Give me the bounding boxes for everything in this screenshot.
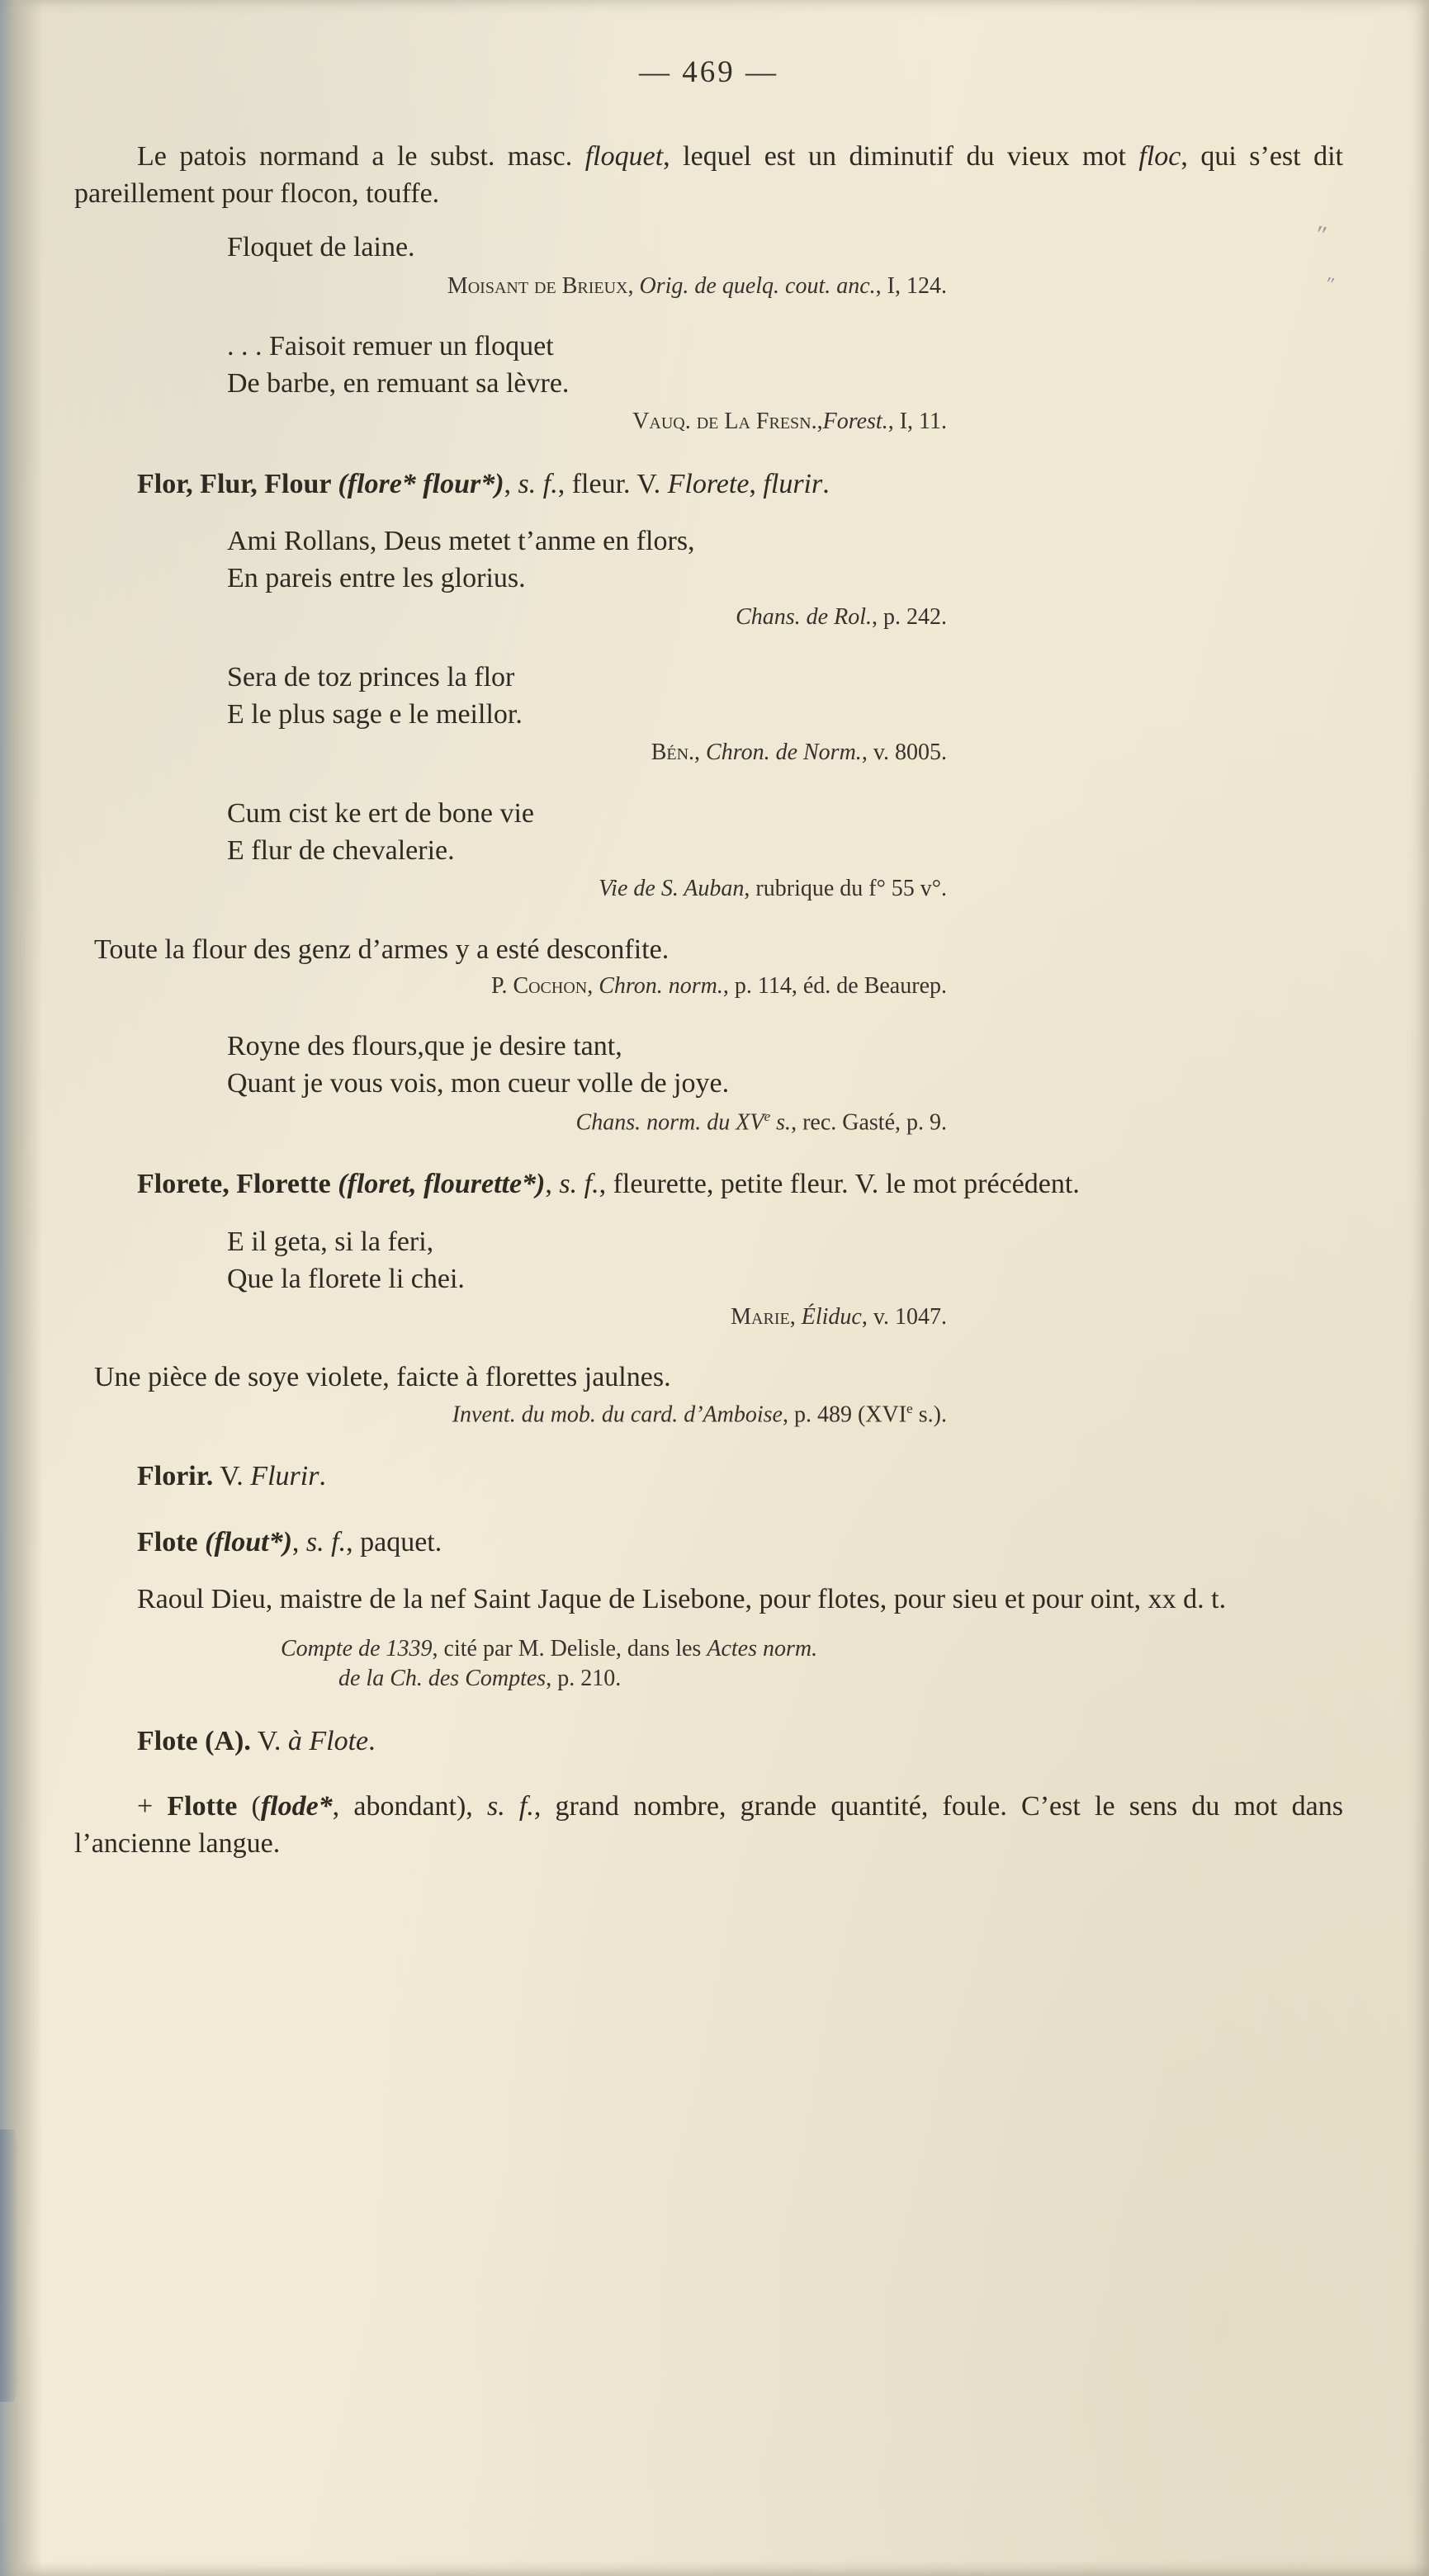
text-run: Chron. norm. <box>599 972 723 999</box>
text-run: (flout*) <box>205 1526 292 1557</box>
text-run: Flor, Flur, Flour <box>137 468 338 499</box>
text-run: Invent. du mob. du card. d’Amboise <box>452 1401 783 1427</box>
text-run: Compte de 1339 <box>281 1635 433 1661</box>
verse-line <box>227 832 1343 869</box>
verse-line <box>227 1260 1343 1297</box>
text-run: . <box>368 1725 376 1756</box>
text-run: , lequel est un diminutif du vieux mot <box>663 141 1139 172</box>
citation-moisant <box>74 272 947 301</box>
text-run: Chans. de Rol. <box>736 603 872 630</box>
entry-florete <box>74 1165 1343 1203</box>
citation-chanson-roland <box>74 603 947 632</box>
ink-mark: ″ <box>1323 273 1337 296</box>
text-run: , rubrique du f° 55 v°. <box>744 876 947 902</box>
text-run: . <box>319 1461 326 1492</box>
text-run: Flurir <box>250 1461 319 1492</box>
text-run: , p. 489 (XVI <box>782 1401 907 1427</box>
text-run: , <box>545 1169 560 1200</box>
text-run: Quant je vous vois, mon cueur volle de joye. <box>227 1068 730 1099</box>
text-run: s. <box>770 1108 792 1135</box>
text-run: s.). <box>912 1401 947 1427</box>
text-run: Florete, Florette <box>137 1169 338 1200</box>
quote-raoul-dieu <box>74 1581 1343 1618</box>
text-run: P. Cochon <box>490 972 588 999</box>
text-run: , <box>504 468 518 499</box>
text-run: Le patois normand a le subst. masc. <box>137 141 585 172</box>
text-run: , <box>587 972 599 999</box>
text-run: Ami Rollans, Deus metet t’anme en flors, <box>227 526 695 557</box>
text-run: , <box>749 468 764 499</box>
quote-royne-des-flours <box>227 1028 1343 1102</box>
text-run: E le plus sage e le meillor. <box>227 699 523 730</box>
verse-line <box>227 522 1343 560</box>
text-run: , rec. Gasté, p. 9. <box>791 1108 947 1135</box>
text-run: ( <box>251 1790 261 1822</box>
text-run: Orig. de quelq. cout. anc. <box>639 272 876 299</box>
text-run: s. f. <box>486 1790 534 1822</box>
entry-florir <box>74 1458 1343 1495</box>
text-run: s. f. <box>518 468 558 499</box>
text-run: Bén. <box>651 740 695 766</box>
text-run: , v. 1047. <box>861 1304 947 1330</box>
text-run: V. <box>250 1725 288 1756</box>
citation-marie <box>74 1302 947 1332</box>
page-body-text <box>74 138 1343 1862</box>
text-run: E flur de chevalerie. <box>227 834 455 866</box>
verse-line <box>227 659 1343 696</box>
text-run: flode* <box>260 1790 333 1822</box>
verse-line <box>227 696 1343 733</box>
text-run: , p. 210. <box>546 1666 622 1692</box>
text-run: Flote <box>137 1526 206 1557</box>
text-run: , grand nombre, grande quantité, foule. C’est le sens du mot dans l’ancienne langue. <box>74 1790 1343 1860</box>
text-run: . . . Faisoit remuer un floquet <box>227 331 554 362</box>
text-run: Éliduc <box>801 1304 862 1330</box>
paragraph-intro <box>74 138 1343 212</box>
text-run: e <box>764 1108 771 1124</box>
quote-sera-de-toz <box>227 659 1343 733</box>
text-run: , <box>291 1526 306 1557</box>
citation-inventaire-amboise <box>74 1400 947 1430</box>
text-run: Cum cist ke ert de bone vie <box>227 797 535 829</box>
text-run: , fleurette, petite fleur. V. le mot précédent. <box>599 1169 1080 1200</box>
text-run: , fleur. V. <box>557 468 668 499</box>
text-run: , <box>694 740 707 766</box>
quote-cum-cist <box>227 795 1343 869</box>
text-run: , I, 11. <box>887 409 947 435</box>
page-content-wrap <box>74 54 1343 1882</box>
text-run: Flote (A). <box>137 1725 251 1756</box>
text-run: , <box>816 409 823 435</box>
text-run: , abondant), <box>332 1790 487 1822</box>
quote-ami-rollans <box>227 522 1343 597</box>
text-run: Que la florete li chei. <box>227 1263 465 1294</box>
text-run: Raoul Dieu, maistre de la nef Saint Jaque de Lisebone, pour flotes, pour sieu et pour oint, xx d. t. <box>137 1583 1227 1614</box>
verse-line <box>227 795 1343 832</box>
text-run: . <box>822 468 830 499</box>
text-run: V. <box>213 1461 251 1492</box>
text-run: Chans. norm. du XV <box>575 1108 764 1135</box>
text-run: Floquet de laine. <box>227 232 415 263</box>
verse-line <box>227 1223 1343 1260</box>
text-run: à Flote <box>287 1725 369 1756</box>
text-run: (floret, flourette*) <box>338 1169 546 1200</box>
text-run: de la Ch. des Comptes <box>338 1666 547 1692</box>
verse-line <box>227 1065 1343 1102</box>
text-run: floquet <box>584 141 664 172</box>
ink-mark: ″ <box>1313 220 1329 249</box>
page-number: — 469 — <box>639 55 778 89</box>
text-run: De barbe, en remuant sa lèvre. <box>227 368 570 399</box>
verse-line <box>227 1028 1343 1065</box>
text-run: , p. 242. <box>872 603 947 630</box>
text-run: , v. 8005. <box>861 740 947 766</box>
quote-faisoit-remuer <box>227 328 1343 402</box>
entry-flote <box>74 1524 1343 1561</box>
citation-vauquelin <box>74 407 947 437</box>
verse-line <box>227 365 1343 402</box>
text-run: Moisant de Brieux <box>447 272 628 299</box>
text-run: s. f. <box>559 1169 599 1200</box>
citation-compte-1339 <box>281 1634 1244 1694</box>
text-run: Flotte <box>167 1790 252 1822</box>
text-run: flurir <box>763 468 823 499</box>
text-run: Marie <box>731 1304 790 1330</box>
text-run: Actes norm. <box>707 1635 818 1661</box>
text-run: , cité par M. Delisle, dans les <box>432 1635 707 1661</box>
citation-benoit <box>74 738 947 768</box>
text-run: s. f. <box>305 1526 347 1557</box>
text-run: e <box>906 1400 913 1416</box>
text-run: Florete <box>667 468 750 499</box>
text-run: Royne des flours,que je desire tant, <box>227 1031 622 1062</box>
citation-vie-auban <box>74 874 947 904</box>
citation-chans-norm <box>74 1108 947 1138</box>
text-run: floc <box>1138 141 1181 172</box>
verse-line <box>227 560 1343 597</box>
verse-line <box>227 328 1343 365</box>
text-run: (flore* flour*) <box>338 468 504 499</box>
text-run: , <box>789 1304 802 1330</box>
text-run: En pareis entre les glorius. <box>227 563 526 594</box>
text-run: E il geta, si la feri, <box>227 1226 434 1257</box>
text-run: Vauq. de La Fresn. <box>632 409 817 435</box>
edge-smudge <box>0 2129 21 2402</box>
text-run: Forest. <box>822 409 888 435</box>
text-run: , I, 124. <box>875 272 947 299</box>
text-run: , <box>627 272 640 299</box>
citation-cochon <box>74 971 947 1001</box>
text-run: Une pièce de soye violete, faicte à florettes jaulnes. <box>94 1362 671 1393</box>
quote-e-il-geta <box>227 1223 1343 1297</box>
text-run: Vie de S. Auban <box>599 876 745 902</box>
quote-floquet-laine <box>227 229 1343 266</box>
text-run: Florir. <box>137 1461 214 1492</box>
text-run: + <box>137 1790 168 1822</box>
quote-toute-la-flour <box>94 931 1343 968</box>
entry-flotte <box>74 1788 1343 1862</box>
entry-flor <box>74 466 1343 503</box>
entry-flote-a <box>74 1723 1343 1760</box>
text-run: , qui s’est dit pareillement pour flocon, touffe. <box>74 141 1343 210</box>
text-run: , p. 114, éd. de Beaurep. <box>722 972 947 999</box>
verse-line <box>227 229 1343 266</box>
text-run: , paquet. <box>346 1526 442 1557</box>
text-run: Sera de toz princes la flor <box>227 661 515 692</box>
quote-piece-de-soye <box>94 1359 1343 1396</box>
text-run: Chron. de Norm. <box>706 740 862 766</box>
text-run: Toute la flour des genz d’armes y a esté desconfite. <box>94 934 670 965</box>
